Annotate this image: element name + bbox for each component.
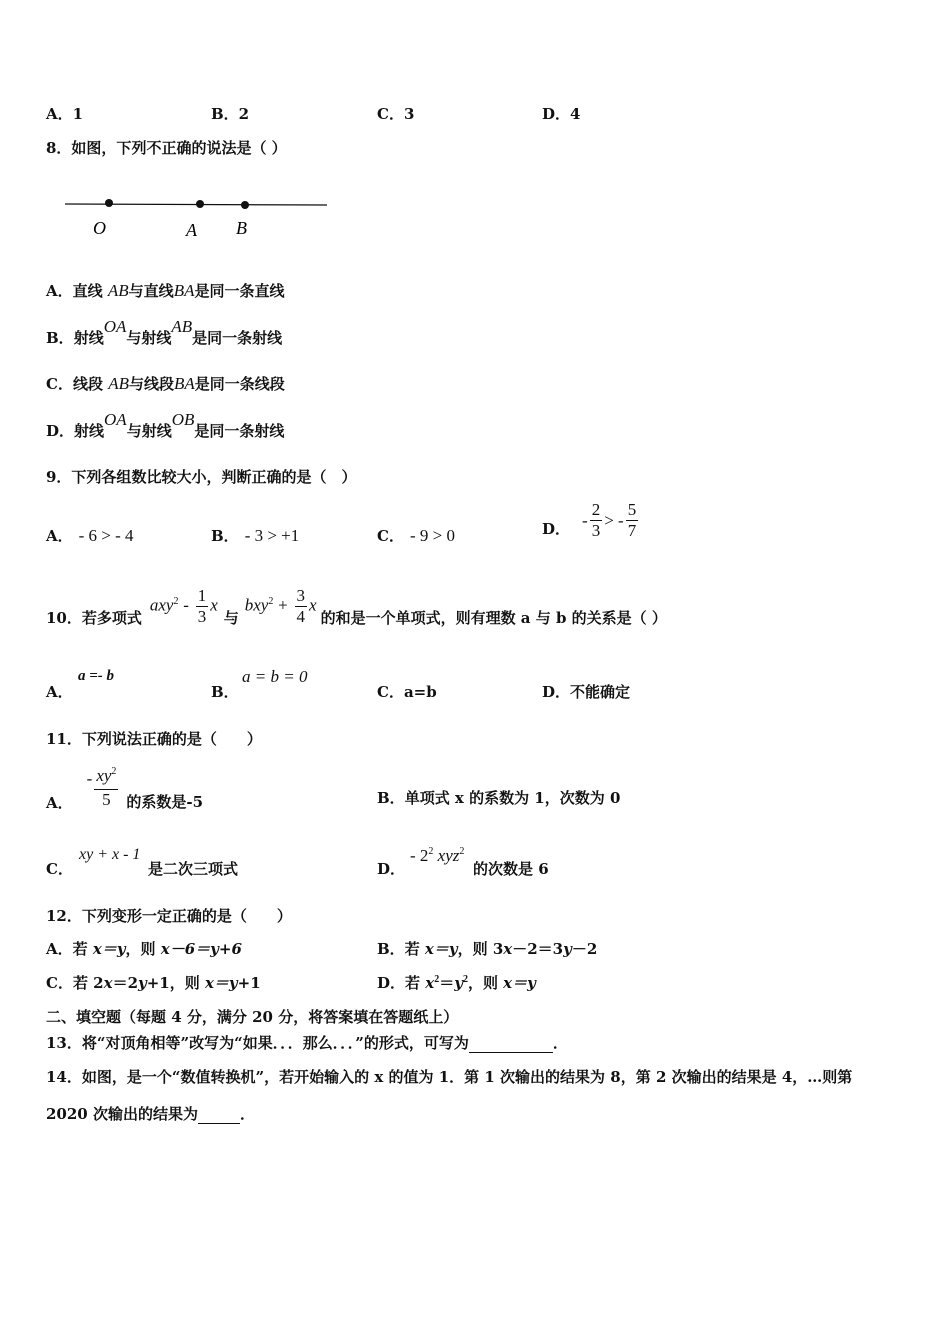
variable: x [210,595,218,615]
fraction-3-4 [295,586,308,627]
option-label: B． [377,789,405,807]
operator: - [183,595,189,615]
exponent: 2 [459,846,465,857]
option-label: B． [377,940,405,958]
option-expr: - 9 > 0 [409,526,455,545]
coefficient: - 2 [410,846,429,865]
question-end: ． [552,1034,568,1052]
q12-option-c [46,972,261,993]
stem-text: 与 [223,609,239,627]
point-o [105,199,113,207]
operator: > - [604,510,624,530]
q8-option-b [46,317,283,348]
q8-option-a [46,280,284,301]
polynomial-1 [150,586,218,627]
option-text: ＝2 [112,974,139,992]
minus-sign: - [582,510,588,530]
label-a: A [186,220,197,240]
q8-option-d [46,410,285,441]
option-text: ，则 [467,974,504,992]
math-oa: OA [103,317,127,336]
q7-option-b: B．2 [211,105,250,123]
option-label: A． [46,940,73,958]
label-o: O [93,218,106,238]
option-text: 与直线 [128,282,174,300]
option-label: C． [377,683,404,701]
option-text: 是同一条线段 [194,375,285,393]
option-text: 直线 [72,282,103,300]
option-text: 单项式 x 的系数为 1，次数为 0 [404,789,621,807]
q13 [46,1032,568,1053]
exponent: 2 [173,595,179,607]
option-expr: - 3 > +1 [244,526,300,545]
q7-option-c: C．3 [377,105,415,123]
option-text: 射线 [73,329,104,347]
math-ba: BA [173,281,195,300]
q9-option-d [542,500,640,541]
term: axy [149,595,174,615]
exponent: 2 [268,595,274,607]
fraction-2-3 [590,500,603,541]
number-line-figure [60,190,340,250]
exponent: 2 [111,765,117,777]
q11-option-c-expr: xy + x - 1 [79,846,141,863]
option-label: B． [46,329,74,347]
q12-stem: 12．下列变形一定正确的是（ ） [46,907,292,925]
option-label: D． [542,683,571,701]
question-end: ． [239,1105,255,1123]
fraction-1-3 [196,586,209,627]
denominator: 4 [296,607,306,626]
option-label: D． [377,974,406,992]
option-text: 与射线 [126,329,172,347]
answer-blank[interactable] [469,1034,553,1053]
math-expr: x＝y [92,940,126,958]
q10-option-a-label: A． [46,683,73,701]
math-oa: OA [104,410,127,429]
q10-option-b-expr: a = b = 0 [242,667,308,686]
q8-stem: 8．如图，下列不正确的说法是（ ） [46,139,287,157]
variable: x [309,595,317,615]
term: bxy [244,595,269,615]
q10-stem [46,585,667,628]
numerator: 2 [591,500,601,519]
option-text: 射线 [74,422,105,440]
q10-option-c [377,681,437,702]
stem-text: 的和是一个单项式，则有理数 a 与 b 的关系是（ ） [320,609,667,627]
option-label: C． [377,527,404,545]
point-b [241,201,249,209]
exponent: 2 [462,974,468,985]
q11-option-c-text: 是二次三项式 [148,860,239,878]
exponent: 2 [434,974,440,985]
denominator: 7 [627,521,637,540]
math-expr: x [425,974,435,992]
math-ab: AB [107,281,129,300]
q12-option-a [46,938,242,959]
option-text: ，则 [125,940,161,958]
option-label: A． [46,794,73,812]
option-text: 若 2 [72,974,104,992]
math-expr: x [103,974,113,992]
math-expr: y [138,974,147,992]
q11-option-c-label: C． [46,860,73,878]
q10-option-d [542,681,630,702]
math-ob: OB [171,410,195,429]
fraction-5-7 [626,500,639,541]
option-text: 若 [405,974,426,992]
numerator-term: xy [96,765,112,785]
numerator: 5 [627,500,637,519]
math-expr: x＝y [204,974,238,992]
section-heading-fill-in: 二、填空题（每题 4 分，满分 20 分，将答案填在答题纸上） [46,1008,459,1026]
numerator [94,766,118,790]
q14-line1: 14．如图，是一个“数值转换机”，若开始输入的 x 的值为 1．第 1 次输出的结果为 8，第 2 次输出的结果是 4，…则第 [46,1068,853,1086]
stem-text: 10．若多项式 [46,609,142,627]
math-expr: x－6＝y+6 [160,940,242,958]
option-label: A． [46,527,73,545]
q12-option-b [377,938,597,959]
option-text: +1，则 [146,974,205,992]
q11-option-a [46,760,203,813]
option-expr: 不能确定 [570,683,631,701]
q9-stem: 9．下列各组数比较大小，判断正确的是（ ） [46,468,357,486]
operator: + [278,595,288,615]
q7-option-a: A．1 [46,105,84,123]
denominator: 5 [102,789,111,809]
option-text: 与射线 [126,422,172,440]
math-expr: x＝y [503,974,536,992]
option-text: －2 [571,940,598,958]
option-label: A． [46,282,73,300]
q11-option-b [377,787,620,808]
math-ab: AB [171,317,193,336]
q11-option-d-label: D． [377,860,406,878]
option-text: ，则 3 [457,940,504,958]
question-text: 13．将“对顶角相等”改写为“如果．．．那么．．．”的形式，可写为 [46,1034,469,1052]
option-label: C． [46,974,73,992]
q9-option-b [211,525,299,546]
q11-stem: 11．下列说法正确的是（ ） [46,730,262,748]
q11-option-d-text: 的次数是 6 [473,860,549,878]
option-expr: - 6 > - 4 [78,526,134,545]
numerator: 1 [197,586,207,605]
question-text: 2020 次输出的结果为 [46,1105,198,1123]
denominator: 3 [197,607,207,626]
option-label: D． [46,422,75,440]
option-text: 是同一条射线 [192,329,283,347]
option-label: D． [542,520,571,538]
point-a [196,200,204,208]
polynomial-2 [245,586,317,627]
answer-blank[interactable] [198,1105,240,1124]
math-expr: x [503,940,513,958]
math-expr: y [563,940,572,958]
option-text: 若 [404,940,425,958]
option-text: 是同一条直线 [194,282,285,300]
option-text: ＝ [439,974,455,992]
option-text: －2＝3 [512,940,564,958]
q14-line2 [46,1103,255,1124]
math-expr: x＝y [424,940,458,958]
line [65,204,327,205]
option-text: 与线段 [128,375,174,393]
math-ab: AB [108,374,129,393]
option-expr: a=b [403,683,437,701]
fraction-xy2-5 [94,766,118,810]
math-expr: y [454,974,463,992]
q10-option-b-label: B． [211,683,239,701]
q7-option-d: D．4 [542,105,581,123]
option-text: 的系数是-5 [126,793,204,811]
math-ba: BA [174,374,195,393]
option-text: 若 [72,940,93,958]
option-text: 线段 [72,375,103,393]
numerator: 3 [296,586,306,605]
minus-sign: - [86,768,93,788]
denominator: 3 [591,521,601,540]
option-text: +1 [237,974,261,992]
label-b: B [236,218,247,238]
q10-option-a-expr: a =- b [78,668,115,684]
option-label: B． [211,527,239,545]
q12-option-d [377,972,536,993]
q9-option-c [377,525,455,546]
exponent: 2 [428,846,434,857]
q11-option-d-expr [410,846,464,866]
option-label: C． [46,375,73,393]
q8-option-c [46,373,285,394]
variables: xyz [433,846,460,865]
q9-option-a [46,525,134,546]
option-text: 是同一条射线 [194,422,285,440]
